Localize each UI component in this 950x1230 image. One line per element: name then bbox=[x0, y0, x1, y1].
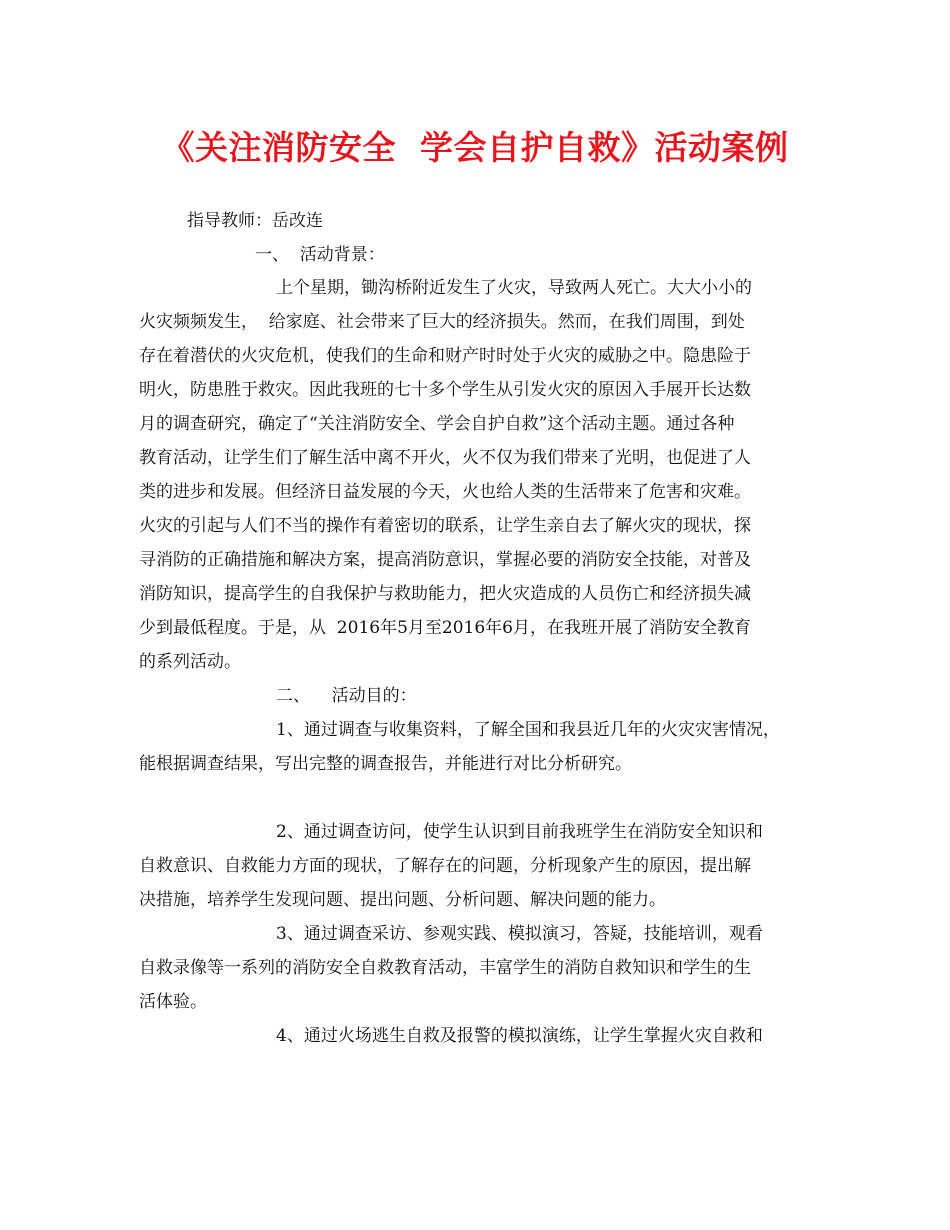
paragraph-line: 决措施，培养学生发现问题、提出问题、分析问题、解决问题的能力。 bbox=[139, 890, 666, 910]
paragraph-line: 消防知识，提高学生的自我保护与救助能力，把火灾造成的人员伤亡和经济损失减 bbox=[139, 584, 751, 604]
paragraph-line: 自救录像等一系列的消防安全自救教育活动，丰富学生的消防自救知识和学生的生 bbox=[139, 958, 751, 978]
paragraph-line: 2、通过调查访问，使学生认识到目前我班学生在消防安全知识和 bbox=[276, 822, 763, 842]
paragraph-line: 3、通过调查采访、参观实践、模拟演习，答疑，技能培训，观看 bbox=[276, 924, 763, 944]
paragraph-line: 寻消防的正确措施和解决方案，提高消防意识，掌握必要的消防安全技能，对普及 bbox=[139, 550, 751, 570]
paragraph-line: 4、通过火场逃生自救及报警的模拟演练，让学生掌握火灾自救和 bbox=[276, 1026, 763, 1046]
section-heading-background: 一、 活动背景： bbox=[255, 245, 385, 265]
paragraph-line: 火灾频频发生， 给家庭、社会带来了巨大的经济损失。然而，在我们周围，到处 bbox=[139, 312, 745, 332]
paragraph-line: 存在着潜伏的火灾危机，使我们的生命和财产时时处于火灾的威胁之中。隐患险于 bbox=[139, 346, 751, 366]
paragraph-line: 类的进步和发展。但经济日益发展的今天，火也给人类的生活带来了危害和灾难。 bbox=[139, 482, 751, 502]
paragraph-line: 明火，防患胜于救灾。因此我班的七十多个学生从引发火灾的原因入手展开长达数 bbox=[139, 380, 751, 400]
paragraph-line: 活体验。 bbox=[139, 992, 207, 1012]
paragraph-line: 月的调查研究，确定了“关注消防安全、学会自护自救”这个活动主题。通过各种 bbox=[139, 414, 735, 434]
paragraph-line: 教育活动，让学生们了解生活中离不开火，火不仅为我们带来了光明，也促进了人 bbox=[139, 448, 751, 468]
document-title: 《关注消防安全 学会自护自救》活动案例 bbox=[161, 128, 789, 167]
paragraph-line: 的系列活动。 bbox=[139, 652, 241, 672]
paragraph-line: 1、通过调查与收集资料，了解全国和我县近几年的火灾灾害情况， bbox=[276, 720, 780, 740]
paragraph-line: 上个星期，锄沟桥附近发生了火灾，导致两人死亡。大大小小的 bbox=[276, 278, 752, 298]
paragraph-line: 少到最低程度。于是，从 2016年5月至2016年6月，在我班开展了消防安全教育 bbox=[139, 618, 751, 638]
paragraph-line: 能根据调查结果，写出完整的调查报告，并能进行对比分析研究。 bbox=[139, 754, 632, 774]
paragraph-line: 自救意识、自救能力方面的现状，了解存在的问题，分析现象产生的原因，提出解 bbox=[139, 856, 751, 876]
paragraph-line: 火灾的引起与人们不当的操作有着密切的联系，让学生亲自去了解火灾的现状，探 bbox=[139, 516, 751, 536]
instructor-line: 指导教师：岳改连 bbox=[187, 211, 323, 231]
section-heading-goals: 二、 活动目的： bbox=[276, 686, 417, 706]
